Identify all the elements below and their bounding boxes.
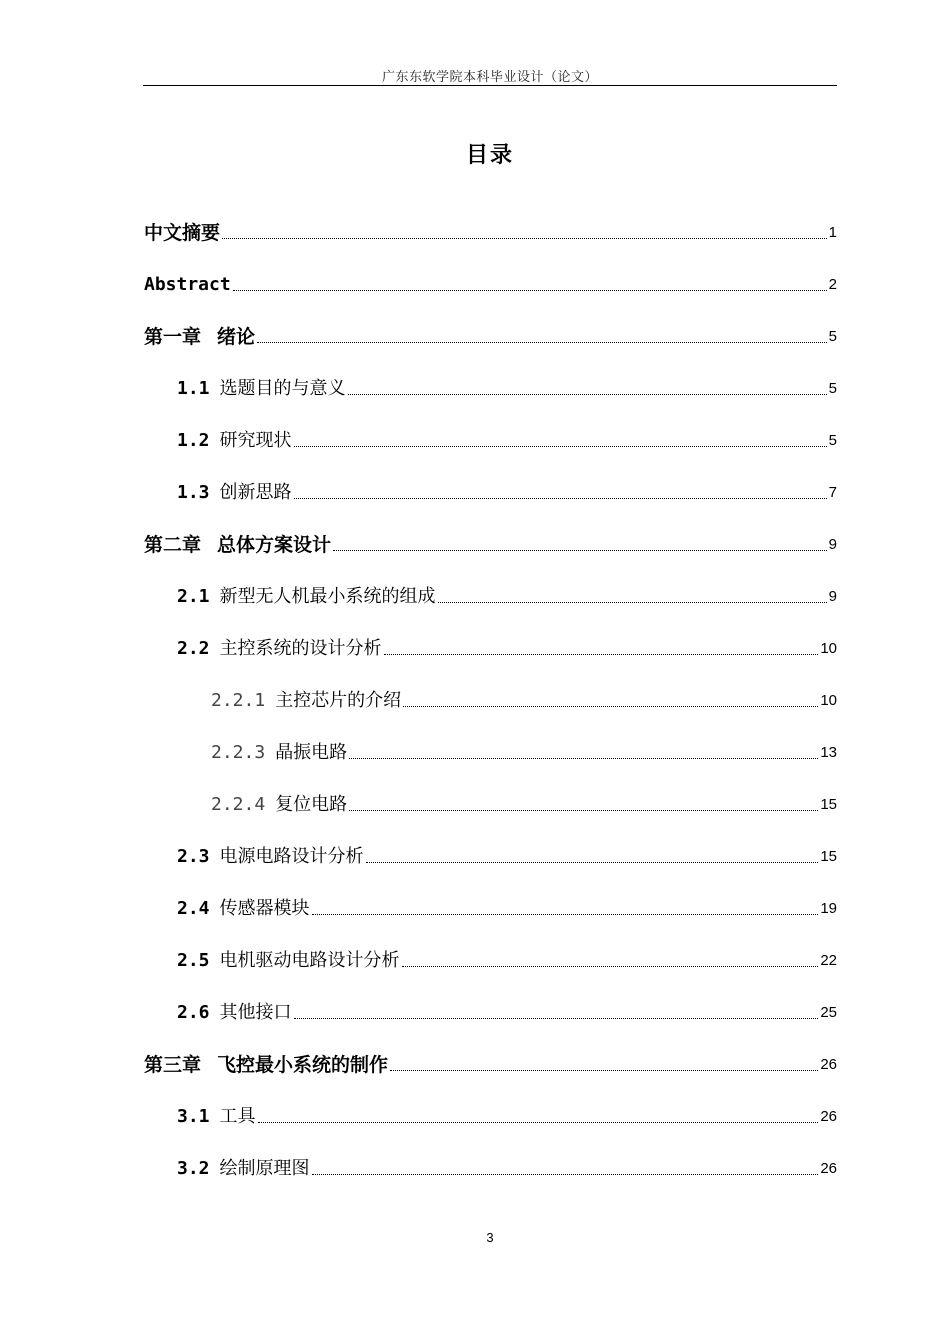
toc-entry[interactable] [177,1098,837,1128]
toc-entry-label [177,586,436,608]
toc-entry-label [144,222,220,244]
toc-entry-page: 10 [820,692,837,709]
toc-entry-number: 1.3 [177,482,210,503]
toc-entry-number: 2.3 [177,846,210,867]
toc-entry-label [177,638,382,660]
toc-entry-page: 5 [828,380,837,397]
toc-entry-number: 2.4 [177,898,210,919]
toc-entry[interactable] [211,734,837,764]
toc-entry-label [144,534,331,556]
toc-entry-number: 2.2 [177,638,210,659]
dot-leader [348,394,827,395]
toc-entry-page: 9 [828,536,837,553]
toc-entry-text: 中文摘要 [144,222,221,244]
toc-entry-page: 26 [820,1108,837,1125]
dot-leader [390,1070,818,1071]
dot-leader [312,1174,819,1175]
toc-entry-text: 选题目的与意义 [219,378,346,399]
toc-entry-number: 2.5 [177,950,210,971]
toc-entry-text: 主控系统的设计分析 [219,638,382,659]
toc-entry[interactable] [144,1046,837,1076]
toc-entry[interactable] [144,266,837,296]
toc-entry-page: 5 [828,328,837,345]
toc-entry-page: 9 [828,588,837,605]
dot-leader [222,238,827,239]
toc-entry-text: 电源电路设计分析 [219,846,364,867]
toc-entry[interactable] [211,682,837,712]
toc-entry-text: 电机驱动电路设计分析 [219,950,400,971]
toc-entry-number: 2.6 [177,1002,210,1023]
toc-entry-page: 7 [828,484,837,501]
toc-entry-page: 22 [820,952,837,969]
toc-entry-page: 1 [828,224,837,241]
toc-entry-number: 2.1 [177,586,210,607]
toc-entry-page: 2 [828,276,837,293]
toc-entry-label [144,1054,388,1076]
toc-entry-text: 绘制原理图 [219,1158,310,1179]
toc-entry-label [144,326,255,348]
dot-leader [294,446,827,447]
toc-entry-text: 飞控最小系统的制作 [217,1054,389,1076]
toc-entry-text: 晶振电路 [275,742,348,763]
dot-leader [403,706,818,707]
toc-entry-label [177,430,292,452]
toc-entry-label [177,378,346,400]
toc-entry[interactable] [177,1150,837,1180]
dot-leader [333,550,827,551]
toc-entry-text: 总体方案设计 [217,534,332,556]
toc-entry[interactable] [177,838,837,868]
dot-leader [258,1122,819,1123]
toc-entry-text: 新型无人机最小系统的组成 [219,586,436,607]
toc-entry-text: 绪论 [217,326,256,348]
toc-entry-number: 第三章 [144,1054,202,1076]
toc-entry-text: 工具 [219,1106,256,1127]
toc-entry-number: 2.2.4 [211,794,266,815]
dot-leader [438,602,827,603]
toc-entry-label [177,1158,310,1180]
toc-entry[interactable] [177,578,837,608]
toc-entry-text: 传感器模块 [219,898,310,919]
toc-entry-label [211,690,401,712]
toc-entry-label [177,1002,292,1024]
dot-leader [233,290,827,291]
dot-leader [312,914,819,915]
toc-entry-page: 13 [820,744,837,761]
toc-entry[interactable] [177,422,837,452]
dot-leader [366,862,819,863]
toc-entry-text: 其他接口 [219,1002,292,1023]
toc-entry-label [211,742,347,764]
toc-entry[interactable] [177,474,837,504]
toc-entry-label [144,274,231,296]
toc-entry-number: 第一章 [144,326,202,348]
toc-entry-text: 研究现状 [219,430,292,451]
toc-title: 目录 [465,143,514,168]
toc-entry-number: 第二章 [144,534,202,556]
toc-entry-label [177,846,364,868]
toc-entry[interactable] [177,890,837,920]
dot-leader [294,498,827,499]
dot-leader [349,810,818,811]
dot-leader [257,342,827,343]
toc-entry[interactable] [211,786,837,816]
toc-entry-label [177,482,292,504]
toc-entry-number: 2.2.1 [211,690,266,711]
toc-entry-page: 5 [828,432,837,449]
toc-entry[interactable] [177,942,837,972]
toc-entry-page: 26 [820,1160,837,1177]
toc-entry[interactable] [177,630,837,660]
toc-entry-page: 15 [820,796,837,813]
dot-leader [294,1018,819,1019]
toc-entry-text: 复位电路 [275,794,348,815]
toc-entry-page: 25 [820,1004,837,1021]
dot-leader [349,758,818,759]
dot-leader [384,654,819,655]
toc-entry[interactable] [144,318,837,348]
running-header: 广东东软学院本科毕业设计（论文） [381,70,598,85]
toc-entry-number: 3.1 [177,1106,210,1127]
toc-entry-number: 3.2 [177,1158,210,1179]
dot-leader [402,966,819,967]
toc-entry-page: 19 [820,900,837,917]
toc-entry-label [177,950,400,972]
toc-entry-number: 1.2 [177,430,210,451]
toc-entry-label [211,794,347,816]
toc-entry-number: 1.1 [177,378,210,399]
toc-entry-text: 主控芯片的介绍 [275,690,402,711]
toc-entry-text: 创新思路 [219,482,292,503]
toc-entry-page: 10 [820,640,837,657]
toc-entry-label [177,898,310,920]
toc-entry[interactable] [177,994,837,1024]
toc-entry-page: 15 [820,848,837,865]
toc-entry-label [177,1106,256,1128]
toc-entry-number: 2.2.3 [211,742,266,763]
toc-entry[interactable] [177,370,837,400]
toc-entry-page: 26 [820,1056,837,1073]
toc-entry[interactable] [144,526,837,556]
page-number: 3 [486,1230,494,1245]
toc-entry[interactable] [144,214,837,244]
toc-entry-text: Abstract [144,274,231,295]
